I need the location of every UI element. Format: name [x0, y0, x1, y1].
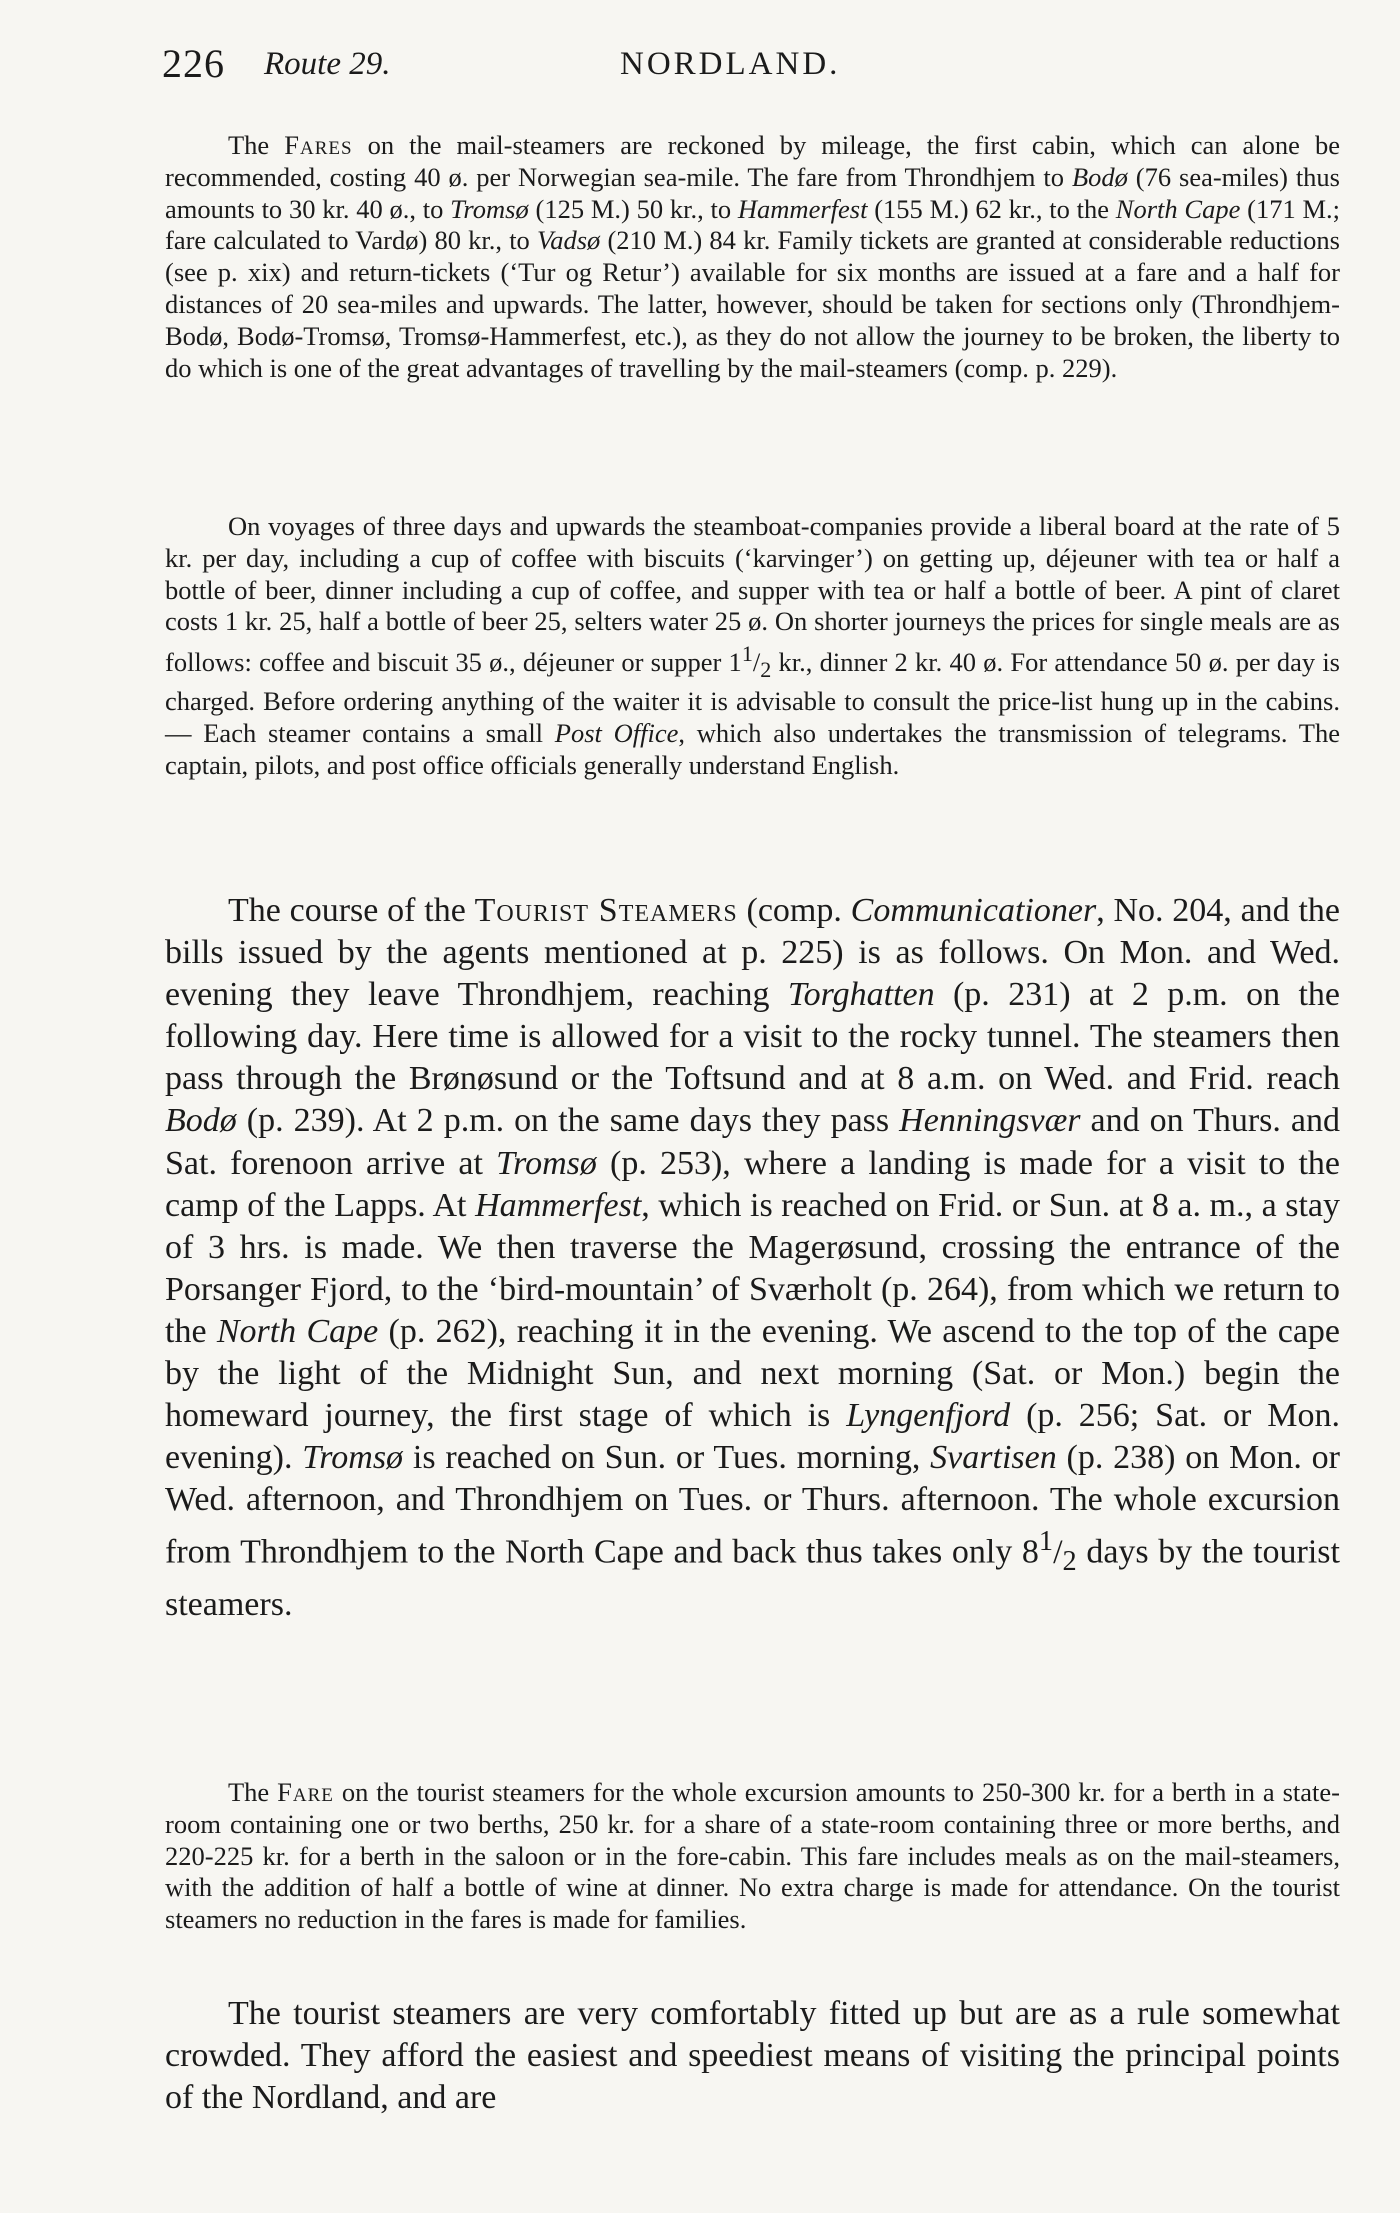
- paragraph-tourist-steamers-course: The course of the Tourist Steamers (comp. Communicationer, No. 204, and the bills issued by the agents mentioned at p. 225) is as follows. On Mon. and Wed. evening they leave Throndhjem, reaching Torghatten (p. 231) at 2 p.m. on the following day. Here time is allowed for a visit to the rocky tunnel. The steamers then pass through the Brønøsund or the Toftsund and at 8 a.m. on Wed. and Frid. reach Bodø (p. 239). At 2 p.m. on the same days they pass Henningsvær and on Thurs. and Sat. forenoon arrive at Tromsø (p. 253), where a landing is made for a visit to the camp of the Lapps. At Hammerfest, which is reached on Frid. or Sun. at 8 a. m., a stay of 3 hrs. is made. We then traverse the Magerøsund, crossing the entrance of the Porsanger Fjord, to the ‘bird-mountain’ of Sværholt (p. 264), from which we return to the North Cape (p. 262), reaching it in the evening. We ascend to the top of the cape by the light of the Midnight Sun, and next morning (Sat. or Mon.) begin the homeward journey, the first stage of which is Lyngenfjord (p. 256; Sat. or Mon. evening). Tromsø is reached on Sun. or Tues. morning, Svartisen (p. 238) on Mon. or Wed. afternoon, and Throndhjem on Tues. or Thurs. afternoon. The whole excursion from Throndhjem to the North Cape and back thus takes only $8^1/_2$ days by the tourist steamers.: [165, 892, 1341, 1623]
- paragraph-board-and-meals: On voyages of three days and upwards the steamboat-companies provide a liberal board at the rate of 5 kr. per day, including a cup of coffee with biscuits (‘karvinger’) on getting up, déjeuner with tea or half a bottle of beer, dinner including a cup of coffee, and supper with tea or half a bottle of beer. A pint of claret costs 1 kr. 25, half a bottle of beer 25, selters water 25 ø. On shorter journeys the prices for single meals are as follows: coffee and biscuit 35 ø., déjeuner or supper $1^1/_2$ kr., dinner 2 kr. 40 ø. For attendance 50 ø. per day is charged. Before ordering anything of the waiter it is advisable to consult the price-list hung up in the cabins. — Each steamer contains a small Post Office, which also undertakes the transmission of telegrams. The captain, pilots, and post office officials generally understand English.: [165, 511, 1340, 780]
- route-label: Route 29.: [264, 46, 391, 82]
- paragraph-tourist-fares: The Fare on the tourist steamers for the whole excursion amounts to 250-300 kr. for a berth in a state-room containing one or two berths, 250 kr. for a share of a state-room containing three or more berths, and 220-225 kr. for a berth in the saloon or in the fore-cabin. This fare includes meals as on the mail-steamers, with the addition of half a bottle of wine at dinner. No extra charge is made for attendance. On the tourist steamers no reduction in the fares is made for families.: [165, 1777, 1340, 1935]
- running-header: [162, 40, 1352, 90]
- paragraph-comfort: The tourist steamers are very comfortably fitted up but are as a rule somewhat crowded. They afford the easiest and speediest means of visiting the principal points of the Nordland, and are: [165, 1995, 1340, 2117]
- section-title: NORDLAND.: [620, 46, 841, 82]
- page-number: 226: [162, 41, 225, 86]
- paragraph-mail-steamer-fares: The Fares on the mail-steamers are reckoned by mileage, the first cabin, which can alone be recommended, costing 40 ø. per Norwegian sea-mile. The fare from Throndhjem to Bodø (76 sea-miles) thus amounts to 30 kr. 40 ø., to Tromsø (125 M.) 50 kr., to Hammerfest (155 M.) 62 kr., to the North Cape (171 M.; fare calculated to Vardø) 80 kr., to Vadsø (210 M.) 84 kr. Family tickets are granted at considerable reductions (see p. xix) and return-tickets (‘Tur og Retur’) available for six months are issued at a fare and a half for distances of 20 sea-miles and upwards. The latter, however, should be taken for sections only (Throndhjem-Bodø, Bodø-Tromsø, Tromsø-Hammerfest, etc.), as they do not allow the journey to be broken, the liberty to do which is one of the great advantages of travelling by the mail-steamers (comp. p. 229).: [165, 130, 1341, 383]
